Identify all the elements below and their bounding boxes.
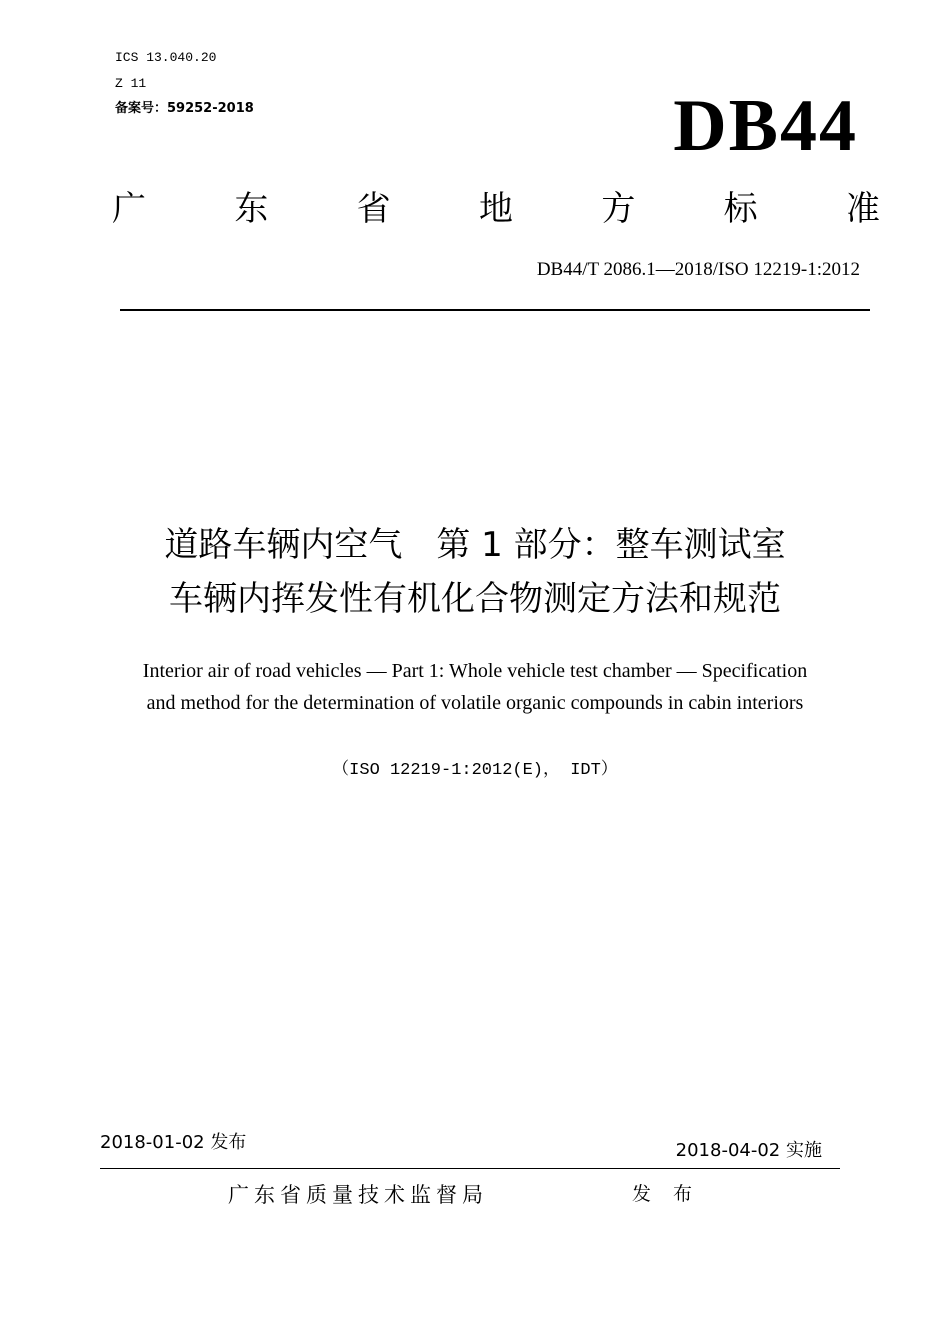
ics-code: ICS 13.040.20: [115, 50, 217, 65]
english-title-line-2: and method for the determination of volatile organic compounds in cabin interiors: [146, 692, 804, 714]
header-divider: [120, 309, 870, 311]
issue-date: 2018-01-02 发布: [100, 1132, 247, 1153]
adoption-note: （ISO 12219-1:2012(E)， IDT）: [332, 761, 618, 780]
footer-divider: [100, 1168, 840, 1169]
implementation-date: 2018-04-02 实施: [675, 1140, 822, 1161]
issued-label: 发 布: [632, 1183, 701, 1205]
standard-type-char: 广: [112, 189, 146, 229]
chinese-title-line-2: 车辆内挥发性有机化合物测定方法和规范: [169, 579, 781, 619]
standard-type-char: 地: [478, 189, 513, 229]
filing-number: 备案号：59252-2018: [115, 101, 254, 116]
standard-type-char: 省: [356, 189, 391, 229]
issuing-authority: 广东省质量技术监督局: [228, 1183, 488, 1207]
standard-type-char: 东: [234, 189, 269, 229]
ccs-code: Z 11: [115, 76, 147, 91]
standard-logo: DB44: [673, 85, 858, 167]
standard-type-char: 方: [601, 189, 636, 229]
standard-type-title: [112, 186, 880, 232]
english-title-line-1: Interior air of road vehicles — Part 1: Whole vehicle test chamber — Specification: [142, 660, 808, 682]
standard-type-char: 标: [723, 189, 758, 229]
chinese-title-line-1: 道路车辆内空气 第 1 部分：整车测试室: [164, 525, 786, 565]
standard-type-char: 准: [845, 189, 880, 229]
standard-number: DB44/T 2086.1—2018/ISO 12219-1:2012: [536, 259, 860, 280]
